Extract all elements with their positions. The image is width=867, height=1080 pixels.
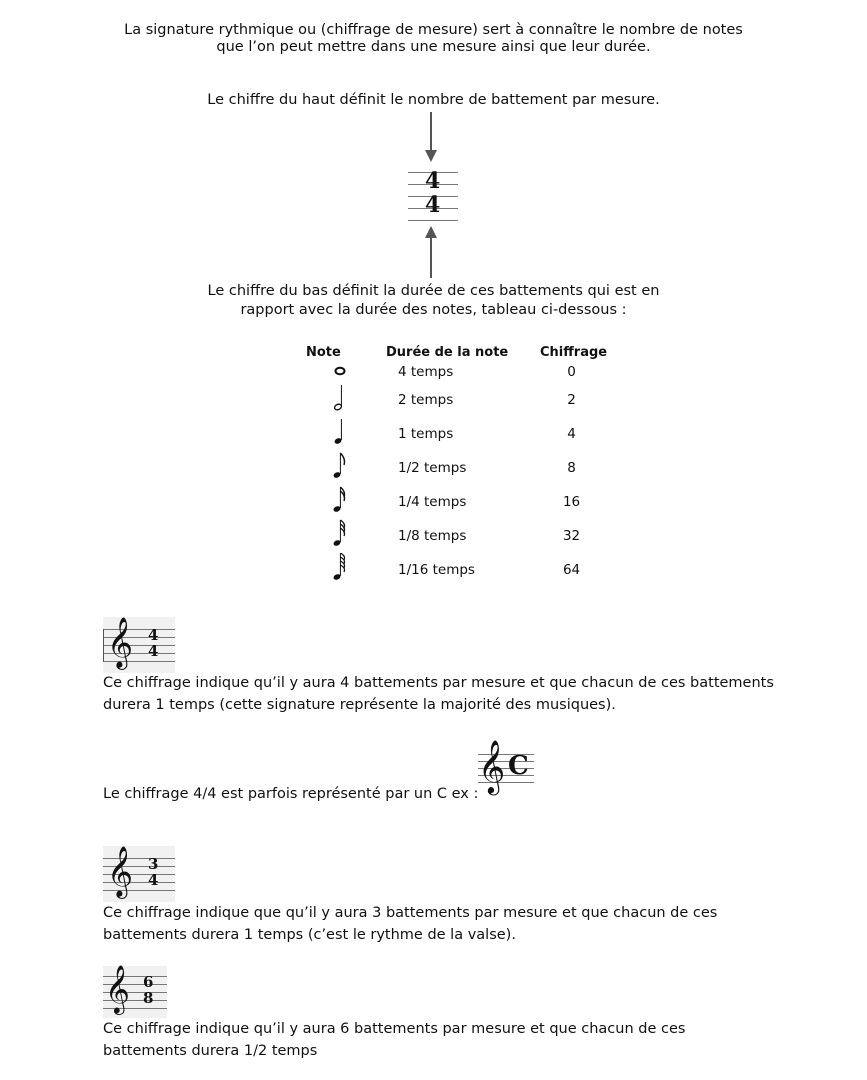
sig-6-8-bottom: 8: [143, 989, 154, 1007]
common-time-symbol: C: [508, 751, 529, 781]
table-row: [306, 553, 615, 587]
example-sig-bottom: 4: [425, 192, 441, 218]
number-cell: 64: [562, 562, 581, 578]
example-time-signature: [408, 166, 458, 224]
number-cell: 4: [567, 426, 576, 442]
thirty-second-note-icon: [306, 519, 374, 553]
number-cell: 32: [562, 528, 581, 544]
table-row: [306, 383, 615, 417]
duration-cell: 1/8 temps: [398, 528, 467, 544]
sig-4-4-bottom: 4: [148, 642, 159, 660]
treble-clef-icon: 𝄞: [105, 964, 130, 1013]
duration-cell: 1/4 temps: [398, 494, 467, 510]
header-number: Chiffrage: [540, 344, 608, 360]
table-row: [306, 485, 615, 519]
sig-4-4-line-2: durera 1 temps (cette signature représente la majorité des musiques).: [103, 697, 616, 713]
bottom-number-caption: [0, 282, 867, 320]
sig-6-8-line-1: Ce chiffrage indique qu’il y aura 6 battements par mesure et que chacun de ces: [103, 1021, 686, 1037]
quarter-note-icon: [306, 417, 374, 451]
duration-cell: 1/16 temps: [398, 562, 475, 578]
table-row: [306, 519, 615, 553]
table-header-row: [306, 343, 615, 361]
table-row: [306, 451, 615, 485]
note-duration-table: [306, 343, 615, 587]
eighth-note-icon: [306, 451, 374, 485]
sig-3-4-top: 3: [148, 855, 159, 873]
treble-clef-icon: 𝄞: [478, 739, 506, 793]
treble-clef-icon: 𝄞: [107, 846, 134, 897]
bottom-caption-line-2: rapport avec la durée des notes, tableau ci-dessous :: [240, 302, 627, 318]
number-cell: 0: [567, 364, 576, 380]
sig-3-4-bottom: 4: [148, 871, 159, 889]
sig-6-8-top: 6: [143, 973, 154, 991]
sig-6-8-line-2: battements durera 1/2 temps: [103, 1043, 318, 1059]
table-row: [306, 361, 615, 383]
sixty-fourth-note-icon: [306, 553, 374, 587]
duration-cell: 1 temps: [398, 426, 454, 442]
sig-4-4-line-1: Ce chiffrage indique qu’il y aura 4 battements par mesure et que chacun de ces battements: [103, 675, 774, 691]
arrow-up-icon: [424, 226, 438, 278]
number-cell: 2: [567, 392, 576, 408]
whole-note-icon: [306, 361, 374, 383]
sig-4-4-top: 4: [148, 626, 159, 644]
half-note-icon: [306, 383, 374, 417]
common-time-text: Le chiffrage 4/4 est parfois représenté par un C ex :: [103, 786, 479, 802]
intro-paragraph: [0, 22, 867, 56]
sig-6-8-description: [103, 1018, 685, 1062]
table-row: [306, 417, 615, 451]
sig-3-4-line-2: battements durera 1 temps (c’est le rythme de la valse).: [103, 927, 516, 943]
header-duration: Durée de la note: [386, 344, 509, 360]
number-cell: 16: [562, 494, 581, 510]
duration-cell: 2 temps: [398, 392, 454, 408]
staff-4-4-image: [103, 617, 175, 673]
top-number-caption: Le chiffre du haut définit le nombre de battement par mesure.: [207, 92, 660, 108]
sig-4-4-description: [103, 672, 774, 716]
example-sig-top: 4: [425, 168, 441, 194]
number-cell: 8: [567, 460, 576, 476]
sixteenth-note-icon: [306, 485, 374, 519]
arrow-down-icon: [424, 112, 438, 164]
intro-line-1: La signature rythmique ou (chiffrage de mesure) sert à connaître le nombre de notes: [124, 22, 743, 38]
bottom-caption-line-1: Le chiffre du bas définit la durée de ces battements qui est en: [207, 283, 660, 299]
staff-6-8-image: [103, 966, 167, 1018]
sig-3-4-line-1: Ce chiffrage indique que qu’il y aura 3 battements par mesure et que chacun de ces: [103, 905, 718, 921]
treble-clef-icon: 𝄞: [107, 617, 134, 668]
common-time-staff-image: [478, 738, 534, 798]
intro-line-2: que l’on peut mettre dans une mesure ainsi que leur durée.: [216, 39, 651, 55]
header-note: Note: [306, 344, 341, 360]
sig-3-4-description: [103, 902, 717, 946]
duration-cell: 4 temps: [398, 364, 454, 380]
duration-cell: 1/2 temps: [398, 460, 467, 476]
staff-3-4-image: [103, 846, 175, 902]
